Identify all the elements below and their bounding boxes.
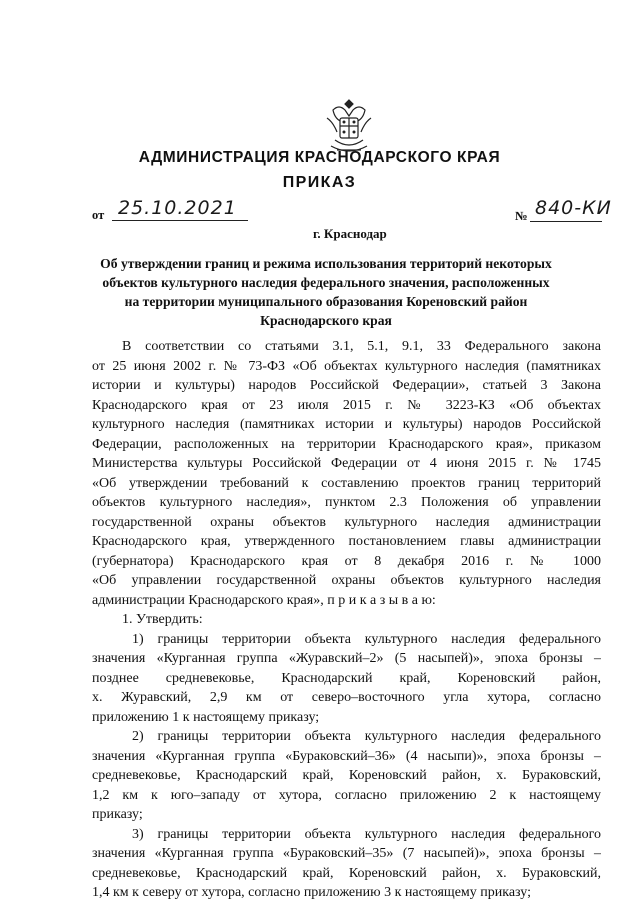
body-line: 2) границы территории объекта культурного наследия федерального <box>132 729 601 744</box>
coat-of-arms-emblem <box>323 96 375 156</box>
document-type-heading: ПРИКАЗ <box>282 174 357 191</box>
organization-heading: АДМИНИСТРАЦИЯ КРАСНОДАРСКОГО КРАЯ <box>138 149 501 166</box>
document-title <box>86 254 566 330</box>
body-line: 3) границы территории объекта культурного наследия федерального <box>132 826 601 842</box>
body-line: объектов культурного наследия», пунктом 2.3 Положения об управлении <box>92 495 601 510</box>
body-line: 1,4 км к северу от хутора, согласно приложению 3 к настоящему приказу; <box>92 885 531 900</box>
body-line: администрации Краснодарского края», п р и к а з ы в а ю: <box>92 592 436 608</box>
body-line: 1) границы территории объекта культурного наследия федерального <box>132 631 601 647</box>
title-line: на территории муниципального образования Кореновский район <box>124 294 528 309</box>
body-line: от 25 июня 2002 г. № 73-ФЗ «Об объектах культурного наследия (памятниках <box>92 358 601 374</box>
body-line: средневековье, Краснодарский край, Кореновский район, х. Бураковский, <box>92 768 601 783</box>
body-line: Краснодарского края от 23 июля 2015 г. № 3223-КЗ «Об объектах <box>92 397 601 413</box>
number-handwritten: 840-КИ <box>535 197 612 219</box>
body-line: истории и культуры) народов Российской Федерации», статьей 3 Закона <box>92 378 601 393</box>
body-line: Краснодарского края, утвержденного постановлением главы администрации <box>92 534 601 549</box>
title-line: Краснодарского края <box>260 313 392 328</box>
city-label: г. Краснодар <box>313 226 387 241</box>
body-line: культурного наследия (памятниках истории и культуры) народов Российской <box>92 417 601 432</box>
body-line: Федерации, расположенных на территории Краснодарского края», приказом <box>92 436 601 452</box>
date-handwritten: 25.10.2021 <box>118 197 237 219</box>
document-body <box>92 337 601 903</box>
body-line: Министерства культуры Российской Федерации от 4 июня 2015 г. № 1745 <box>92 456 601 471</box>
title-line: Об утверждении границ и режима использования территорий некоторых <box>100 256 552 271</box>
body-line: приложению 1 к настоящему приказу; <box>92 709 320 725</box>
title-line: объектов культурного наследия федерального значения, расположенных <box>102 275 550 290</box>
body-line: 1,2 км к юго–западу от хутора, согласно приложению 2 к настоящему <box>92 787 601 803</box>
body-line: значения «Курганная группа «Бураковский–35» (7 насыпей)», эпоха бронзы – <box>92 846 601 861</box>
body-line: значения «Курганная группа «Бураковский–36» (4 насыпи)», эпоха бронзы – <box>92 748 601 764</box>
number-prefix: № <box>515 209 528 223</box>
body-line: 1. Утвердить: <box>122 612 203 627</box>
body-line: государственной охраны объектов культурного наследия администрации <box>92 514 601 530</box>
body-line: средневековье, Краснодарский край, Кореновский район, х. Бураковский, <box>92 865 601 881</box>
body-line: «Об утверждении требований к составлению проектов границ территорий <box>92 475 601 491</box>
body-line: приказу; <box>92 807 143 822</box>
body-line: позднее средневековье, Краснодарский край, Кореновский район, <box>92 670 601 686</box>
number-underline <box>530 221 602 222</box>
body-line: В соответствии со статьями 3.1, 5.1, 9.1, 33 Федерального закона <box>122 339 601 354</box>
body-line: «Об управлении государственной охраны объектов культурного наследия <box>92 573 601 588</box>
date-underline <box>112 220 248 221</box>
body-line: (губернатора) Краснодарского края от 8 декабря 2016 г. № 1000 <box>92 553 601 569</box>
body-line: х. Журавский, 2,9 км от северо–восточного угла хутора, согласно <box>92 690 601 705</box>
body-line: значения «Курганная группа «Журавский–2» (5 насыпей)», эпоха бронзы – <box>92 651 601 666</box>
date-prefix: от <box>92 208 105 222</box>
